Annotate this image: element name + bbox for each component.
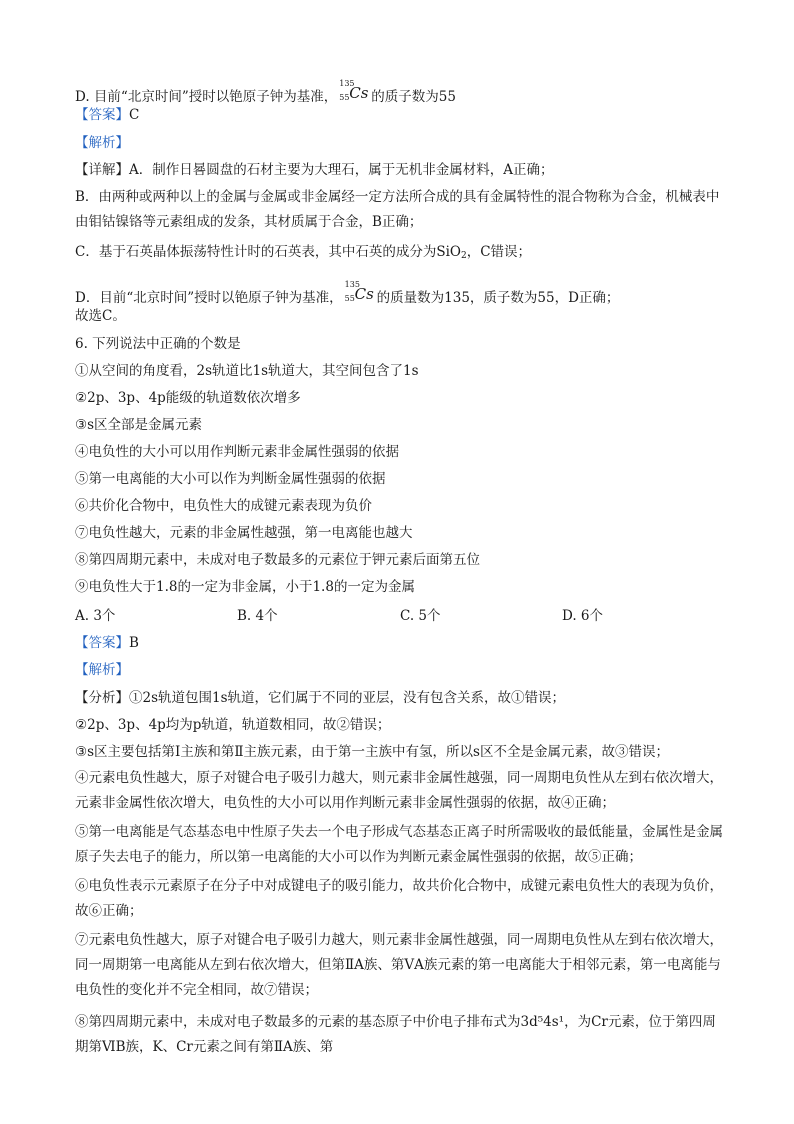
q6-statement: ④电负性的大小可以用作判断元素非金属性强弱的依据: [75, 444, 399, 460]
detail-label: 【详解】: [75, 162, 129, 178]
detail-c-text: C．基于石英晶体振荡特性计时的石英表，其中石英的成分为SiO: [75, 244, 461, 260]
isotope-atomic-number: 55: [344, 294, 355, 303]
q6-analysis-item: [75, 689, 725, 707]
q5-answer: [75, 106, 725, 124]
answer-label: 【答案】: [75, 635, 129, 651]
q6-statement: ⑧第四周期元素中，未成对电子数最多的元素位于钾元素后面第五位: [75, 552, 480, 568]
detail-d-tail: 的质量数为135，质子数为55，D正确；: [376, 290, 620, 306]
isotope-symbol: Cs: [349, 84, 369, 102]
q6-answer: [75, 634, 725, 652]
q6-statement: ⑨电负性大于1.8的一定为非金属，小于1.8的一定为金属: [75, 579, 415, 595]
analysis-tag: 【分析】: [75, 690, 129, 706]
detail-a-text: A．制作日晷圆盘的石材主要为大理石，属于无机非金属材料，A正确；: [129, 162, 554, 178]
answer-label: 【答案】: [75, 107, 129, 123]
q6-analysis-item: ②2p、3p、4p均为p轨道，轨道数相同，故②错误；: [75, 717, 391, 733]
q6-statement: ⑤第一电离能的大小可以作为判断金属性强弱的依据: [75, 471, 386, 487]
q6-option-b: B. 4个: [237, 608, 278, 624]
detail-c-tail: ，C错误；: [466, 244, 532, 260]
q5-option-d-text: D. 目前“北京时间”授时以铯原子钟为基准，: [75, 89, 338, 105]
q5-detail-d: [75, 280, 725, 308]
isotope-cs: [339, 79, 369, 107]
q6-statement: ⑥共价化合物中，电负性大的成键元素表现为负价: [75, 498, 372, 514]
isotope-mass: 135: [339, 79, 355, 88]
q6-analysis-item: ⑥电负性表示元素原子在分子中对成键电子的吸引能力，故共价化合物中，成键元素电负性大的表现为负价，故⑥正确；: [75, 878, 723, 919]
q6-analysis-item: ⑦元素电负性越大，原子对键合电子吸引力越大，则元素非金属性越强，同一周期电负性从左到右依次增大，同一周期第一电离能从左到右依次增大，但第ⅡA族、第ⅤA族元素的第一电离能大于相邻元素，第一电离能与电负性的变化并不完全相同，故⑦错误；: [75, 932, 723, 998]
analysis-text: ①2s轨道包围1s轨道，它们属于不同的亚层，没有包含关系，故①错误；: [129, 690, 566, 706]
q5-detail-c: [75, 243, 725, 265]
q6-option-d: D. 6个: [562, 608, 604, 624]
q5-conclusion: 故选C。: [75, 308, 126, 324]
q6-statement: ②2p、3p、4p能级的轨道数依次增多: [75, 390, 301, 406]
isotope-atomic-number: 55: [339, 93, 350, 102]
q5-analysis-label: 【解析】: [75, 135, 129, 151]
q6-option-a: A. 3个: [75, 608, 116, 624]
q6-statement: ③s区全部是金属元素: [75, 417, 203, 433]
answer-value: C: [129, 107, 140, 123]
answer-value: B: [129, 635, 139, 651]
isotope-mass: 135: [344, 280, 360, 289]
q6-analysis-item: ⑤第一电离能是气态基态电中性原子失去一个电子形成气态基态正离子时所需吸收的最低能量，金属性是金属原子失去电子的能力，所以第一电离能的大小可以作为判断元素金属性强弱的依据，故⑤正确；: [75, 824, 723, 865]
q5-detail-b: B．由两种或两种以上的金属与金属或非金属经一定方法所合成的具有金属特性的混合物称为合金，机械表中由钼钴镍铬等元素组成的发条，其材质属于合金，B正确；: [75, 189, 720, 230]
q6-statement: ①从空间的角度看，2s轨道比1s轨道大，其空间包含了1s: [75, 363, 419, 379]
q6-analysis-item: ⑧第四周期元素中，未成对电子数最多的元素的基态原子中价电子排布式为3d⁵4s¹，为Cr元素，位于第四周期第ⅥB族，K、Cr元素之间有第ⅡA族、第: [75, 1014, 716, 1055]
q6-analysis-item: ④元素电负性越大，原子对键合电子吸引力越大，则元素非金属性越强，同一周期电负性从左到右依次增大，元素非金属性依次增大，电负性的大小可以用作判断元素非金属性强弱的依据，故④正确；: [75, 770, 723, 811]
q6-analysis-item: ③s区主要包括第Ⅰ主族和第Ⅱ主族元素，由于第一主族中有氢，所以s区不全是金属元素，故③错误；: [75, 744, 669, 760]
q5-option-d: [75, 79, 725, 107]
q5-option-d-tail: 的质子数为55: [371, 89, 456, 105]
q6-analysis-label: 【解析】: [75, 662, 129, 678]
q6-option-c: C. 5个: [400, 608, 441, 624]
q6-statement: ⑦电负性越大，元素的非金属性越强，第一电离能也越大: [75, 525, 413, 541]
isotope-cs-2: [345, 280, 375, 308]
isotope-symbol: Cs: [354, 285, 374, 303]
q6-stem: 6. 下列说法中正确的个数是: [75, 336, 241, 352]
q5-detail-a: [75, 161, 725, 179]
detail-c-subscript: 2: [460, 251, 467, 261]
detail-d-text: D．目前“北京时间”授时以铯原子钟为基准，: [75, 290, 343, 306]
